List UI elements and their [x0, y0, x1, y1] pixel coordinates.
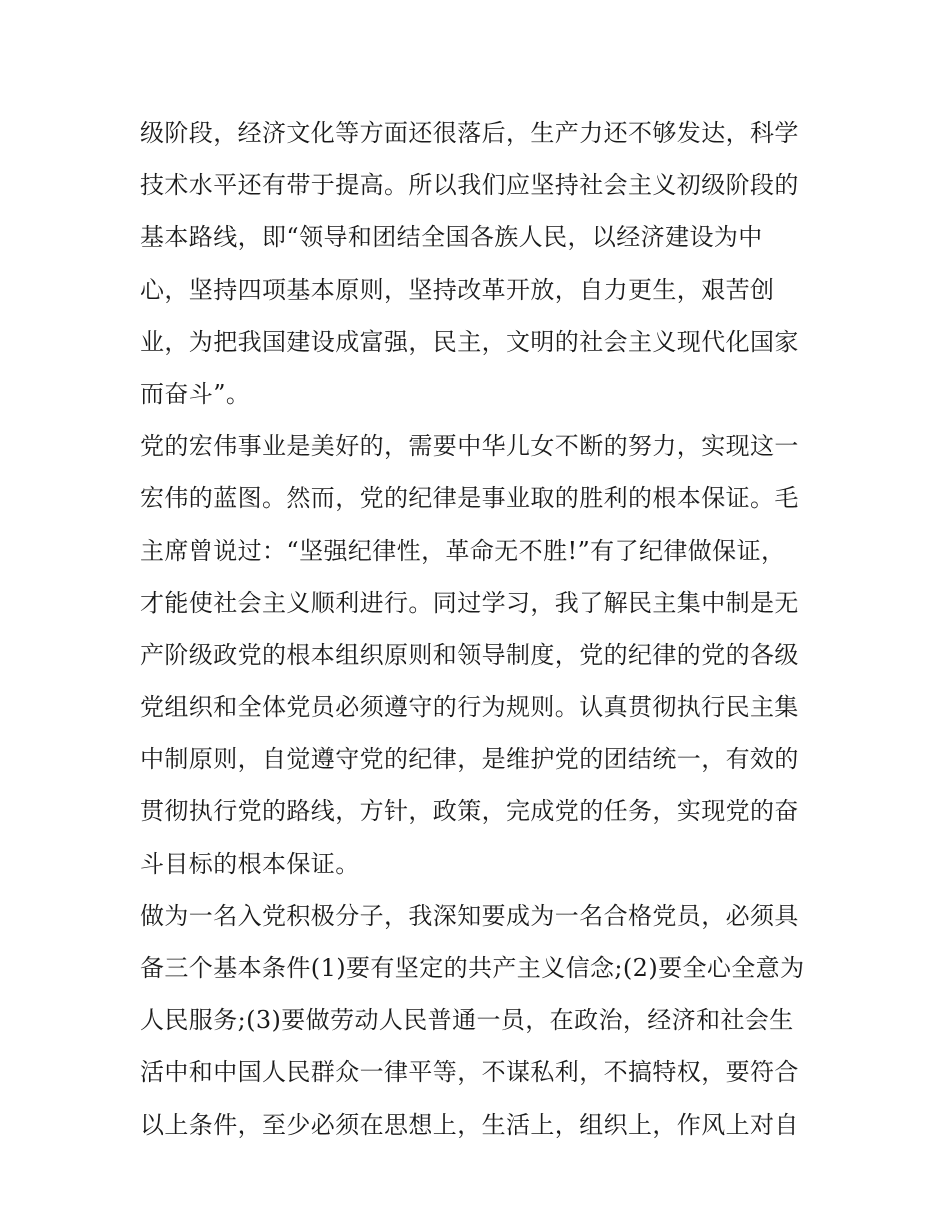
- text-line: 以上条件，至少必须在思想上，生活上，组织上，作风上对自: [140, 1110, 799, 1139]
- body-text: [140, 107, 820, 1151]
- text-line: 级阶段，经济文化等方面还很落后，生产力还不够发达，科学: [140, 119, 799, 147]
- text-line: 党组织和全体党员必须遵守的行为规则。认真贯彻执行民主集: [140, 693, 799, 722]
- text-line: 人民服务;(3)要做劳动人民普通一员，在政治，经济和社会生: [140, 1006, 794, 1035]
- text-line: 基本路线，即“领导和团结全国各族人民，以经济建设为中: [140, 223, 763, 252]
- text-line: 活中和中国人民群众一律平等，不谋私利，不搞特权，要符合: [140, 1058, 799, 1087]
- text-line: 主席曾说过：“坚强纪律性，革命无不胜!”有了纪律做保证，: [140, 536, 786, 565]
- text-line: 才能使社会主义顺利进行。同过学习，我了解民主集中制是无: [140, 588, 799, 617]
- text-line: 党的宏伟事业是美好的，需要中华儿女不断的努力，实现这一: [140, 432, 799, 461]
- text-line: 做为一名入党积极分子，我深知要成为一名合格党员，必须具: [140, 901, 799, 930]
- text-line: 业，为把我国建设成富强，民主，文明的社会主义现代化国家: [140, 327, 799, 356]
- text-line: 心，坚持四项基本原则，坚持改革开放，自力更生，艰苦创: [140, 275, 775, 304]
- text-line: 贯彻执行党的路线，方针，政策，完成党的任务，实现党的奋: [140, 797, 799, 826]
- text-line: 而奋斗”。: [140, 379, 251, 408]
- text-line: 技术水平还有带于提高。所以我们应坚持社会主义初级阶段的: [140, 171, 799, 200]
- text-line: 备三个基本条件(1)要有坚定的共产主义信念;(2)要全心全意为: [140, 954, 805, 982]
- text-line: 宏伟的蓝图。然而，党的纪律是事业取的胜利的根本保证。毛: [140, 484, 799, 513]
- text-line: 产阶级政党的根本组织原则和领导制度，党的纪律的党的各级: [140, 640, 799, 669]
- text-line: 斗目标的根本保证。: [140, 849, 360, 878]
- text-line: 中制原则，自觉遵守党的纪律，是维护党的团结统一，有效的: [140, 745, 799, 774]
